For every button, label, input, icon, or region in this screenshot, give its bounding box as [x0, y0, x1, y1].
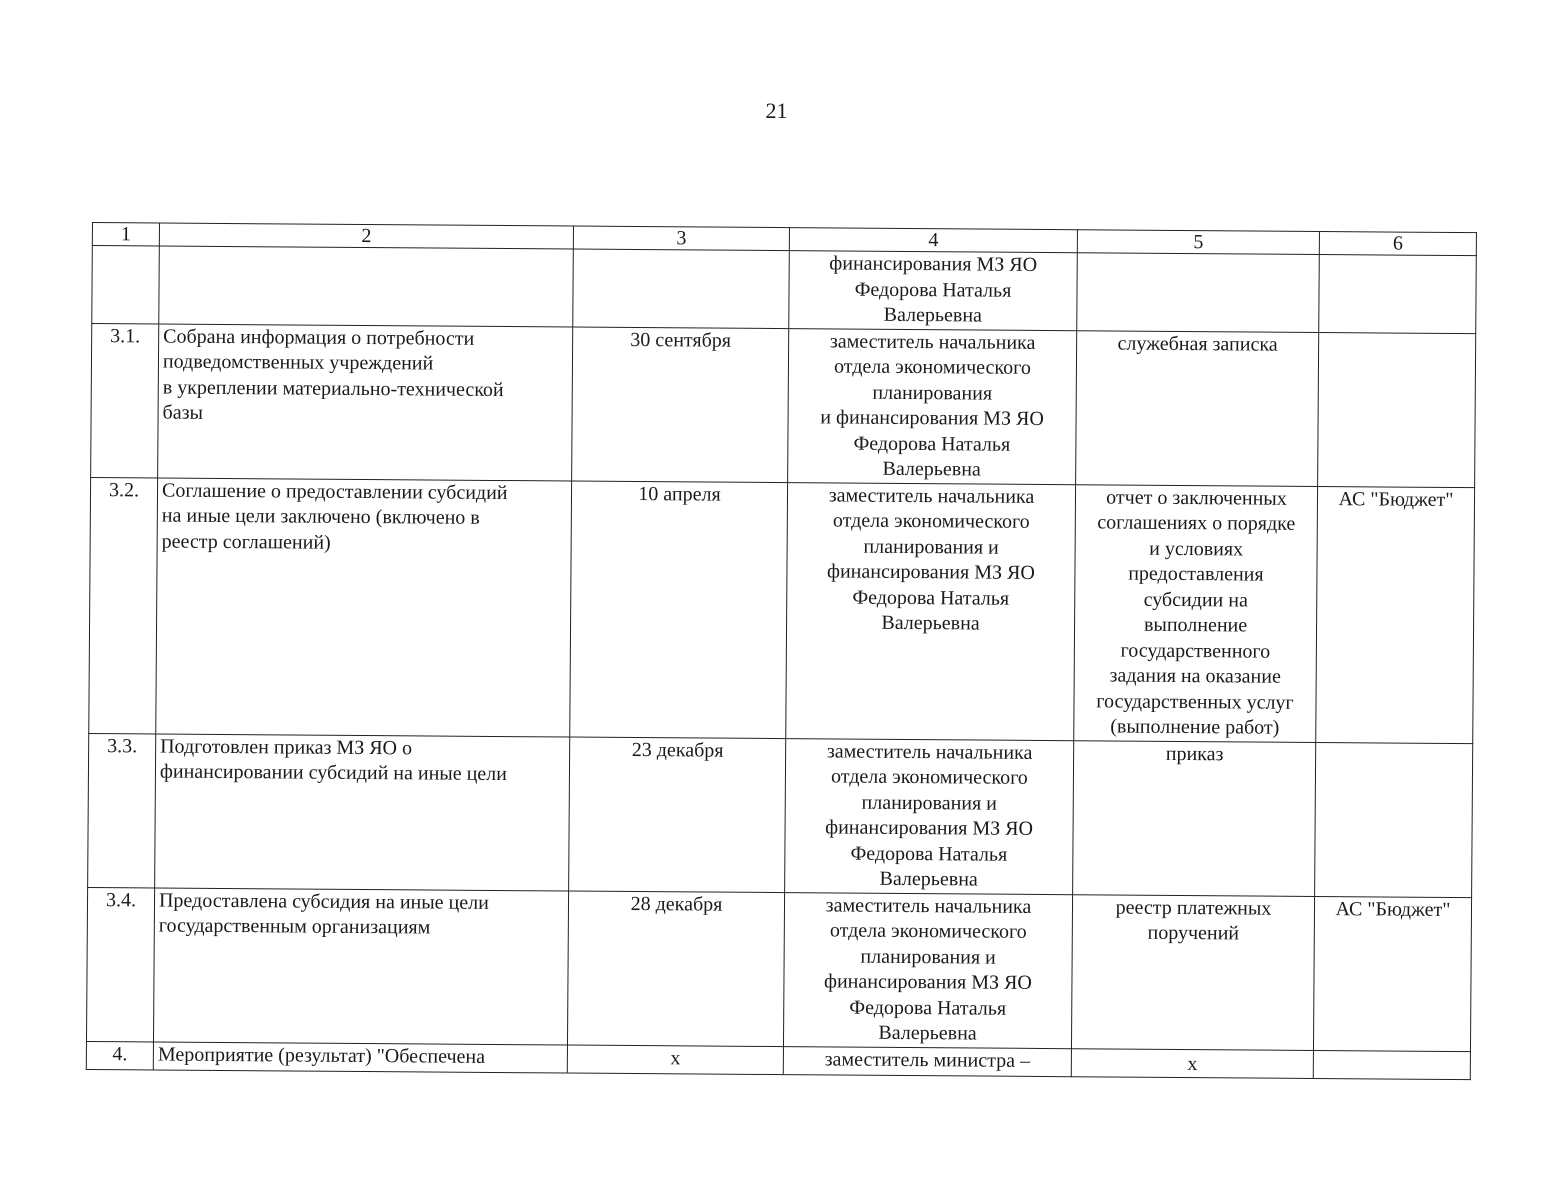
document-cell: приказ	[1073, 740, 1316, 896]
row-number: 3.1.	[91, 323, 159, 477]
date-cell: 23 декабря	[569, 737, 786, 893]
system-cell: АС "Бюджет"	[1313, 896, 1471, 1051]
responsible-cell: заместитель министра –	[783, 1046, 1071, 1077]
responsible-cell: заместитель начальника отдела экономического планирования и финансирования МЗ ЯО Федорова Наталья Валерьевна	[788, 328, 1077, 484]
event-cell: Предоставлена субсидия на иные цели государственным организациям	[153, 887, 568, 1044]
date-cell: х	[567, 1045, 783, 1075]
document-cell: х	[1071, 1048, 1313, 1078]
date-cell: 30 сентября	[572, 327, 789, 483]
row-number	[92, 246, 160, 324]
responsible-cell: заместитель начальника отдела экономического планирования и финансирования МЗ ЯО Федорова Наталья Валерьевна	[783, 892, 1072, 1048]
event-cell: Мероприятие (результат) "Обеспечена	[153, 1041, 567, 1073]
column-number: 6	[1319, 231, 1476, 255]
table-row	[92, 246, 1477, 334]
system-cell	[1313, 1050, 1470, 1080]
responsible-cell: заместитель начальника отдела экономического планирования и финансирования МЗ ЯО Федорова Наталья Валерьевна	[786, 482, 1076, 740]
responsible-cell: финансирования МЗ ЯО Федорова Наталья Валерьевна	[789, 251, 1078, 331]
plan-table	[86, 222, 1477, 1080]
page-number: 21	[765, 98, 788, 123]
column-number: 5	[1077, 230, 1319, 255]
table-row	[91, 323, 1476, 487]
document-cell: отчет о заключенных соглашениях о порядке и условиях предоставления субсидии на выполнение государственного задания на оказание государственных услуг (выполнение работ)	[1074, 484, 1318, 742]
date-cell: 28 декабря	[567, 891, 784, 1047]
column-number: 2	[159, 223, 573, 249]
column-number: 4	[789, 228, 1077, 253]
system-cell	[1318, 332, 1476, 487]
event-cell: Соглашение о предоставлении субсидий на иные цели заключено (включено в реестр соглашений)	[156, 477, 572, 736]
date-cell: 10 апреля	[570, 481, 788, 739]
responsible-cell: заместитель начальника отдела экономического планирования и финансирования МЗ ЯО Федорова Наталья Валерьевна	[785, 738, 1074, 894]
document-cell	[1077, 253, 1320, 332]
table-row	[86, 887, 1471, 1051]
date-cell	[573, 249, 790, 328]
row-number: 4.	[86, 1041, 153, 1070]
row-number: 3.3.	[88, 733, 156, 887]
table-row	[88, 733, 1473, 897]
column-number: 3	[573, 226, 789, 251]
column-number: 1	[92, 223, 159, 246]
table-row	[89, 477, 1475, 743]
row-number: 3.2.	[89, 477, 158, 733]
event-cell: Собрана информация о потребности подведомственных учреждений в укреплении материально-технической базы	[158, 323, 573, 480]
event-cell: Подготовлен приказ МЗ ЯО о финансировании субсидий на иные цели	[155, 733, 570, 890]
system-cell	[1315, 742, 1473, 897]
document-cell: реестр платежных поручений	[1071, 894, 1314, 1050]
system-cell	[1319, 254, 1477, 333]
event-cell	[159, 246, 574, 327]
row-number: 3.4.	[86, 887, 154, 1041]
system-cell: АС "Бюджет"	[1316, 486, 1475, 743]
document-cell: служебная записка	[1076, 330, 1319, 486]
